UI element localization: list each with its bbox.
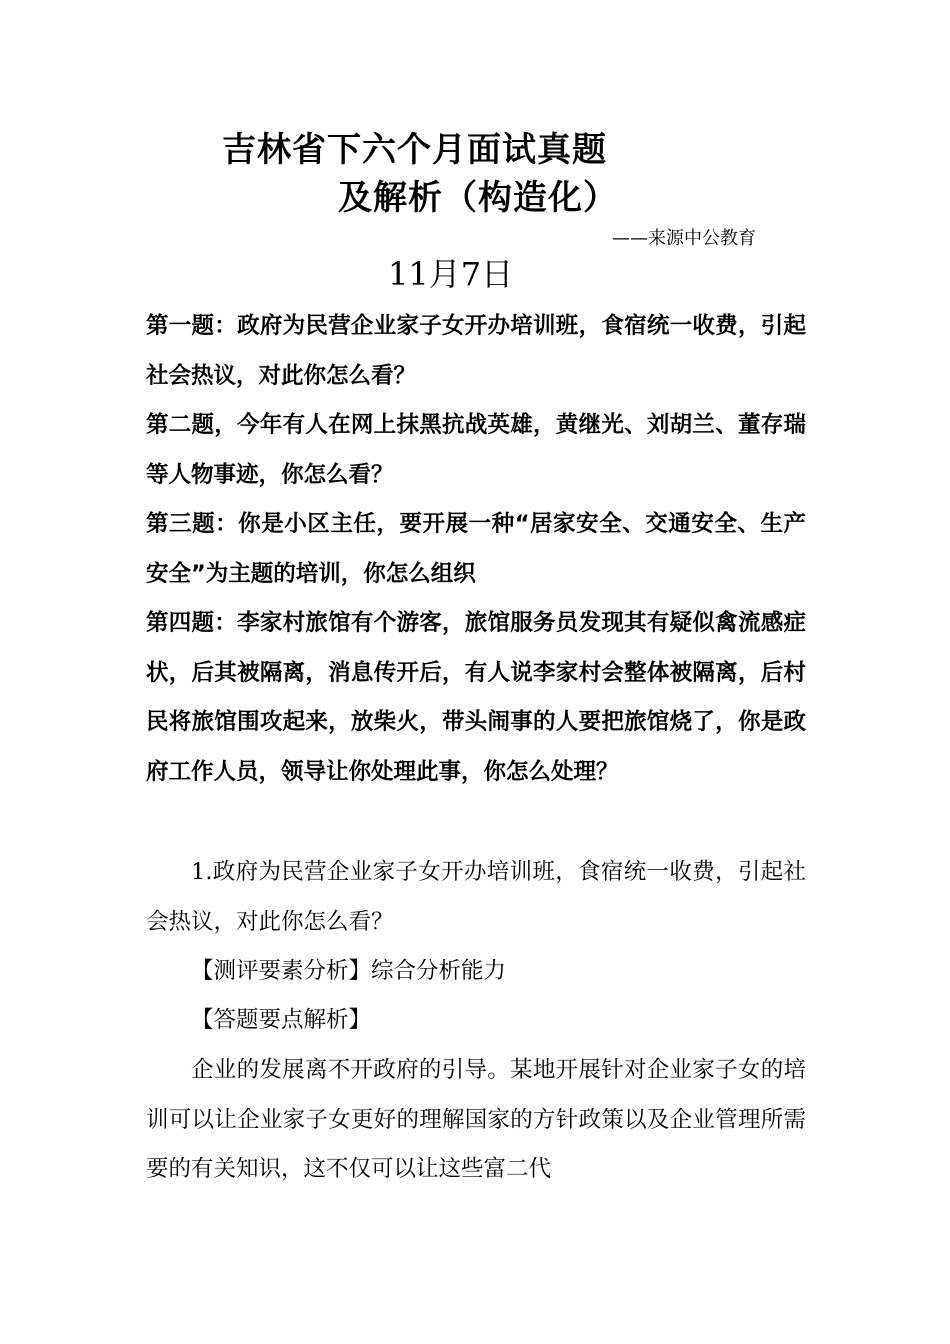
question-4: 第四题：李家村旅馆有个游客，旅馆服务员发现其有疑似禽流感症状，后其被隔离，消息传开后，有人说李家村会整体被隔离，后村民将旅馆围攻起来，放柴火，带头闹事的人要把旅馆烧了，你是政府工作人员，领导让你处理此事，你怎么处理？ xyxy=(146,610,806,785)
question-2: 第二题，今年有人在网上抹黑抗战英雄，黄继光、刘胡兰、董存瑞等人物事迹，你怎么看？ xyxy=(146,412,806,488)
analysis-question-repeat: 1.政府为民营企业家子女开办培训班，食宿统一收费，引起社会热议，对此你怎么看？ xyxy=(146,859,806,935)
document-title-line-1: 吉林省下六个月面试真题 xyxy=(222,130,607,170)
answer-points-label: 【答题要点解析】 xyxy=(191,1007,372,1033)
source-attribution: ——来源中公教育 xyxy=(612,228,756,249)
evaluation-element-label: 【测评要素分析】综合分析能力 xyxy=(191,958,507,984)
analysis-paragraph: 企业的发展离不开政府的引导。某地开展针对企业家子女的培训可以让企业家子女更好的理解国家的方针政策以及企业管理所需要的有关知识，这不仅可以让这些富二代 xyxy=(146,1057,806,1182)
question-1: 第一题：政府为民营企业家子女开办培训班，食宿统一收费，引起社会热议，对此你怎么看？ xyxy=(146,313,806,389)
exam-date: 11月7日 xyxy=(388,255,514,293)
question-3: 第三题：你是小区主任，要开展一种“居家安全、交通安全、生产安全”为主题的培训，你怎么组织 xyxy=(146,511,806,587)
document-title-line-2: 及解析（构造化） xyxy=(338,178,618,218)
